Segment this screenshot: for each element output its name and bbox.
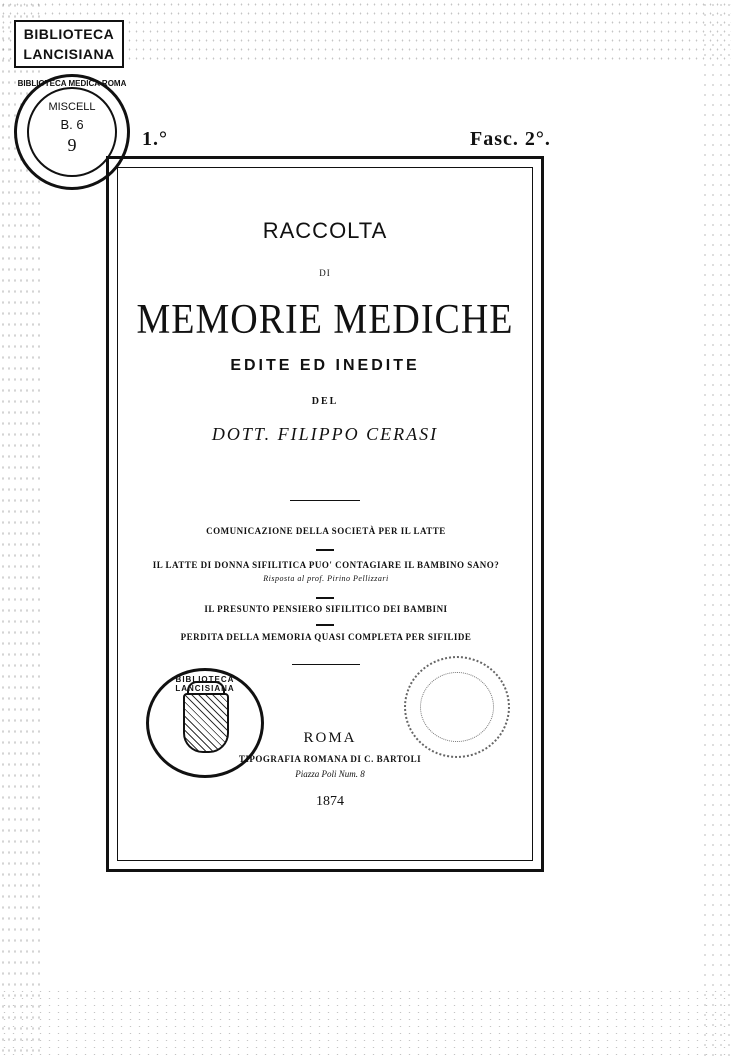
contents-item-2: IL LATTE DI DONNA SIFILITICA PUO' CONTAGIARE IL BAMBINO SANO? (152, 560, 500, 570)
imprint-printer: TIPOGRAFIA ROMANA DI C. BARTOLI (238, 754, 422, 764)
divider-rule (292, 664, 360, 665)
divider-rule (290, 500, 360, 501)
library-stamp-line1: BIBLIOTECA (23, 26, 115, 42)
title-main: MEMORIE MEDICHE (136, 296, 514, 344)
shelfmark-section: B. 6 (60, 117, 84, 132)
shelfmark-label: MISCELL (48, 101, 96, 113)
divider-short (316, 624, 334, 626)
title-del: DEL (311, 396, 339, 407)
contents-item-1: COMUNICAZIONE DELLA SOCIETÀ PER IL LATTE (206, 526, 446, 536)
scan-noise-right (701, 0, 731, 1058)
shelfmark-number: 9 (67, 135, 77, 155)
library-stamp-line2: LANCISIANA (23, 46, 115, 62)
imprint-city: ROMA (303, 730, 357, 746)
faded-stamp-inner-ring (420, 672, 494, 742)
fascicle-label: Fasc. 2°. (470, 128, 551, 150)
coat-of-arms-icon (183, 693, 229, 753)
divider-short (316, 549, 334, 551)
crest-stamp-ring-text: BIBLIOTECA LANCISIANA (175, 675, 235, 693)
author-name: DOTT. FILIPPO CERASI (211, 424, 439, 444)
imprint-address: Piazza Poli Num. 8 (295, 769, 365, 779)
scan-noise-bottom (0, 988, 731, 1058)
contents-item-4: PERDITA DELLA MEMORIA QUASI COMPLETA PER SIFILIDE (180, 632, 472, 642)
contents-item-2-note: Risposta al prof. Pirino Pellizzari (263, 574, 389, 583)
contents-item-3: IL PRESUNTO PENSIERO SIFILITICO DEI BAMBINI (204, 604, 448, 614)
imprint-year: 1874 (316, 794, 344, 809)
volume-label: 1.° (142, 128, 168, 150)
library-stamp-box (14, 20, 124, 68)
title-di: DI (319, 268, 331, 278)
title-raccolta: RACCOLTA (262, 218, 388, 243)
divider-short (316, 597, 334, 599)
library-seal-ring-text: BIBLIOTECA MEDICA ROMA (17, 79, 127, 88)
title-subtitle: EDITE ED INEDITE (230, 357, 420, 374)
